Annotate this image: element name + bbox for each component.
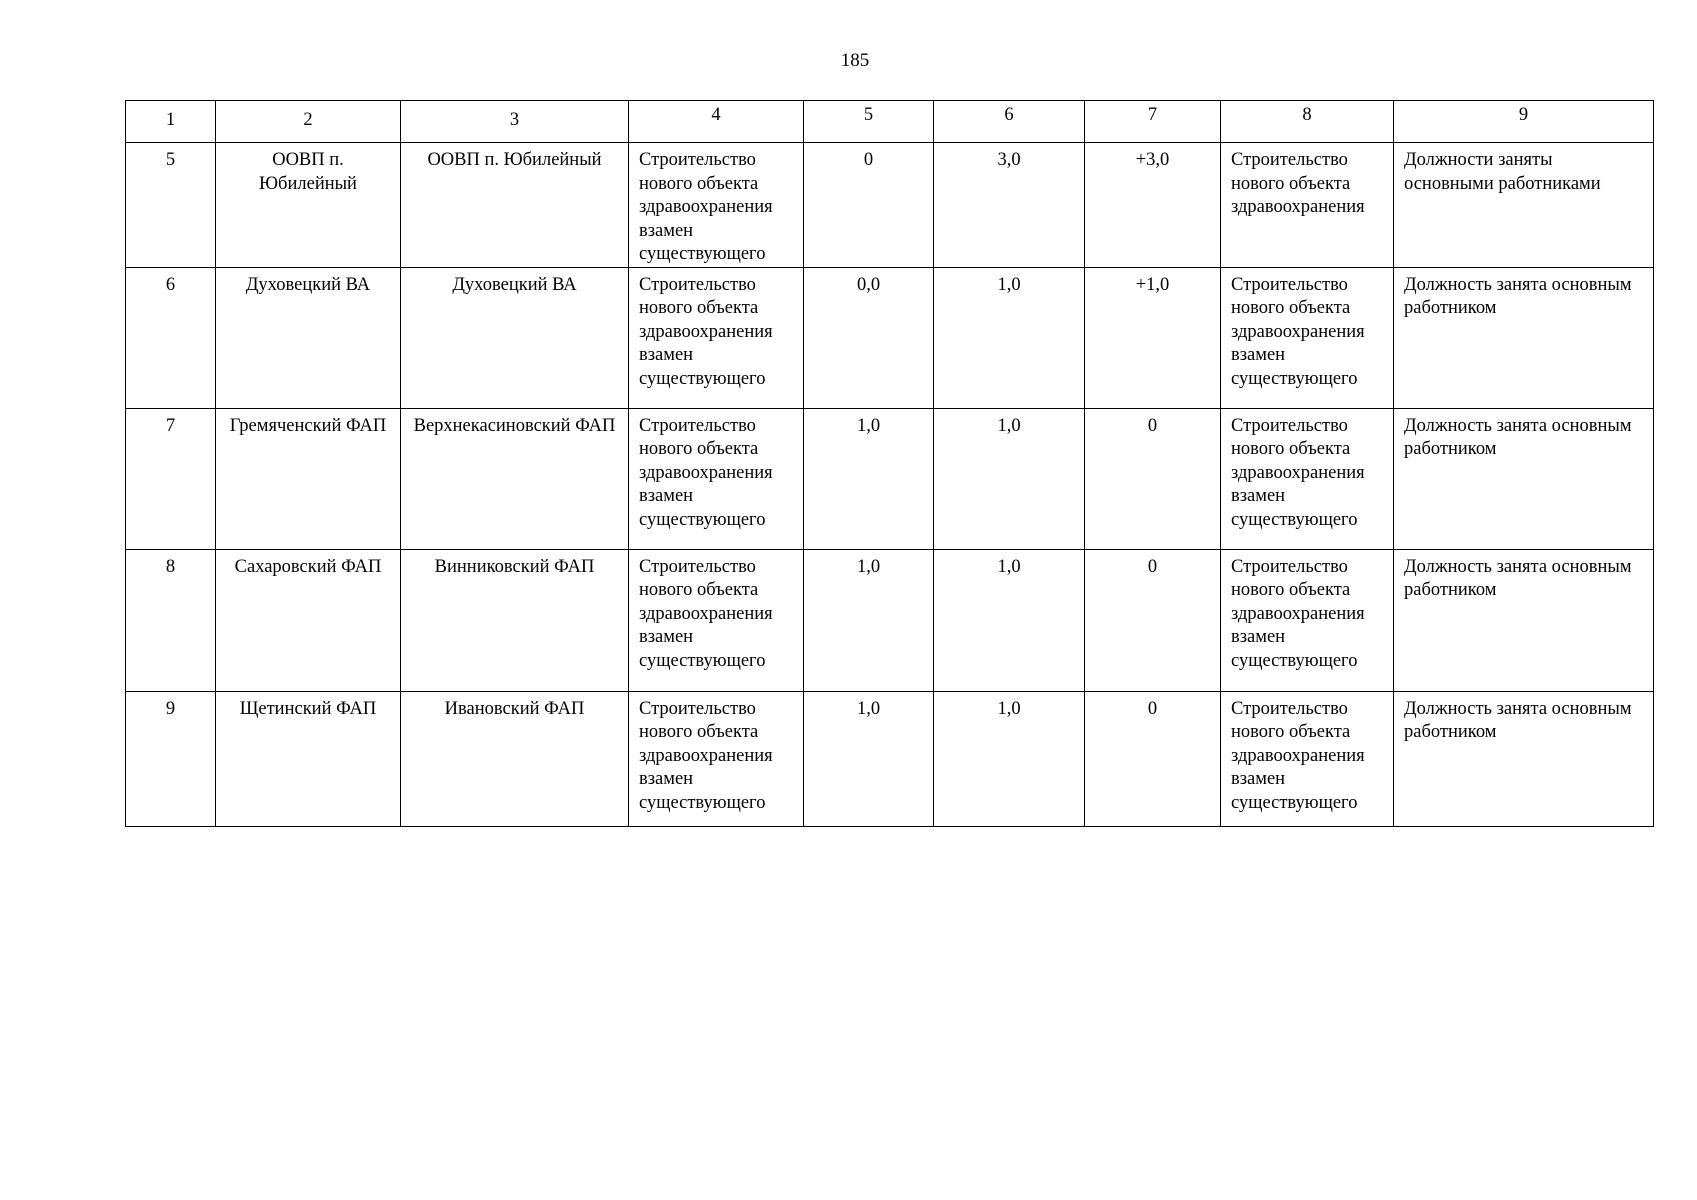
data-table xyxy=(125,100,1654,827)
cell-measure: Строительство нового объекта здравоохранения взамен существующего xyxy=(629,267,804,408)
cell-value-before: 0,0 xyxy=(804,267,934,408)
cell-new-facility: Винниковский ФАП xyxy=(401,549,629,691)
column-header: 5 xyxy=(804,101,934,143)
cell-current-facility: Духовецкий ВА xyxy=(216,267,401,408)
column-header: 1 xyxy=(126,101,216,143)
table-row xyxy=(126,408,1654,549)
cell-value-after: 1,0 xyxy=(934,549,1085,691)
cell-current-facility: Гремяченский ФАП xyxy=(216,408,401,549)
cell-staffing: Должность занята основным работником xyxy=(1394,267,1654,408)
cell-value-before: 0 xyxy=(804,143,934,268)
column-header: 8 xyxy=(1221,101,1394,143)
table-row xyxy=(126,691,1654,826)
cell-measure: Строительство нового объекта здравоохранения взамен существующего xyxy=(629,143,804,268)
cell-staffing: Должность занята основным работником xyxy=(1394,691,1654,826)
cell-difference: +3,0 xyxy=(1085,143,1221,268)
cell-value-before: 1,0 xyxy=(804,549,934,691)
header-row xyxy=(126,101,1654,143)
cell-new-facility: Верхнекасиновский ФАП xyxy=(401,408,629,549)
cell-number: 6 xyxy=(126,267,216,408)
cell-current-facility: Щетинский ФАП xyxy=(216,691,401,826)
cell-justification: Строительство нового объекта здравоохранения взамен существующего xyxy=(1221,267,1394,408)
table-row xyxy=(126,267,1654,408)
cell-difference: +1,0 xyxy=(1085,267,1221,408)
cell-difference: 0 xyxy=(1085,691,1221,826)
cell-new-facility: Ивановский ФАП xyxy=(401,691,629,826)
cell-staffing: Должность занята основным работником xyxy=(1394,408,1654,549)
cell-number: 9 xyxy=(126,691,216,826)
table-row xyxy=(126,143,1654,268)
cell-value-before: 1,0 xyxy=(804,408,934,549)
cell-current-facility: Сахаровский ФАП xyxy=(216,549,401,691)
cell-justification: Строительство нового объекта здравоохранения взамен существующего xyxy=(1221,691,1394,826)
column-header: 6 xyxy=(934,101,1085,143)
cell-staffing: Должности заняты основными работниками xyxy=(1394,143,1654,268)
cell-value-before: 1,0 xyxy=(804,691,934,826)
cell-number: 7 xyxy=(126,408,216,549)
cell-justification: Строительство нового объекта здравоохранения взамен существующего xyxy=(1221,549,1394,691)
cell-number: 8 xyxy=(126,549,216,691)
cell-measure: Строительство нового объекта здравоохранения взамен существующего xyxy=(629,549,804,691)
cell-new-facility: ООВП п. Юбилейный xyxy=(401,143,629,268)
cell-current-facility: ООВП п. Юбилейный xyxy=(216,143,401,268)
cell-justification: Строительство нового объекта здравоохранения взамен существующего xyxy=(1221,408,1394,549)
column-header: 7 xyxy=(1085,101,1221,143)
page-number: 185 xyxy=(840,50,870,71)
cell-value-after: 1,0 xyxy=(934,267,1085,408)
table-row xyxy=(126,549,1654,691)
cell-number: 5 xyxy=(126,143,216,268)
cell-justification: Строительство нового объекта здравоохранения xyxy=(1221,143,1394,268)
cell-staffing: Должность занята основным работником xyxy=(1394,549,1654,691)
column-header: 4 xyxy=(629,101,804,143)
cell-new-facility: Духовецкий ВА xyxy=(401,267,629,408)
cell-value-after: 3,0 xyxy=(934,143,1085,268)
column-header: 3 xyxy=(401,101,629,143)
cell-value-after: 1,0 xyxy=(934,691,1085,826)
column-header: 2 xyxy=(216,101,401,143)
cell-difference: 0 xyxy=(1085,408,1221,549)
cell-measure: Строительство нового объекта здравоохранения взамен существующего xyxy=(629,408,804,549)
cell-difference: 0 xyxy=(1085,549,1221,691)
cell-value-after: 1,0 xyxy=(934,408,1085,549)
cell-measure: Строительство нового объекта здравоохранения взамен существующего xyxy=(629,691,804,826)
column-header: 9 xyxy=(1394,101,1654,143)
